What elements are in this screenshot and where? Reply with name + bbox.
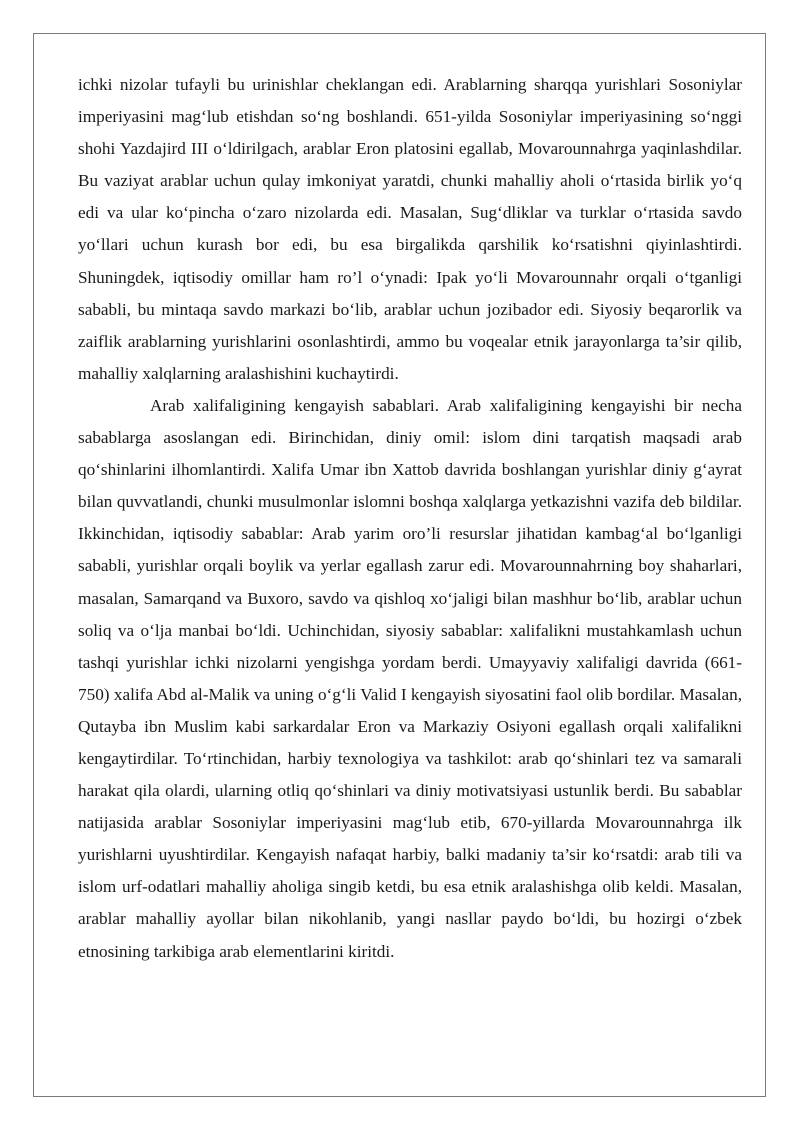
paragraph-caliphate-expansion: Arab xalifaligining kengayish sabablari. Arab xalifaligining kengayishi bir necha sabablarga asoslangan edi. Birinchidan, diniy omil: islom dini tarqatish maqsadi arab qo‘shinlarini ilhomlantirdi. Xalifa Umar ibn Xattob davrida boshlangan yurishlar diniy g‘ayrat bilan quvvatlandi, chunki musulmonlar islomni boshqa xalqlarga yetkazishni vazifa deb bildilar. Ikkinchidan, iqtisodiy sabablar: Arab yarim oro’li resurslar jihatidan kambag‘al bo‘lganligi sababli, yurishlar orqali boylik va yerlar egallash zarur edi. Movarounnahrning boy shaharlari, masalan, Samarqand va Buxoro, savdo va qishloq xo‘jaligi bilan mashhur bo‘lib, arablar uchun soliq va o‘lja manbai bo‘ldi. Uchinchidan, siyosiy sabablar: xalifalikni mustahkamlash uchun tashqi yurishlar ichki nizolarni yengishga yordam berdi. Umayyaviy xalifaligi davrida (661-750) xalifa Abd al-Malik va uning o‘g‘li Valid I kengayish siyosatini faol olib bordilar. Masalan, Qutayba ibn Muslim kabi sarkardalar Eron va Markaziy Osiyoni egallash orqali xalifalikni kengaytirdilar. To‘rtinchidan, harbiy texnologiya va tashkilot: arab qo‘shinlari tez va samarali harakat qila olardi, ularning otliq qo‘shinlari va diniy motivatsiyasi ustunlik berdi. Bu sabablar natijasida arablar Sosoniylar imperiyasini mag‘lub etib, 670-yillarda Movarounnahrga ilk yurishlarni uyushtirdilar. Kengayish nafaqat harbiy, balki madaniy ta’sir ko‘rsatdi: arab tili va islom urf-odatlari mahalliy aholiga singib ketdi, bu esa etnik aralashishga olib keldi. Masalan, arablar mahalliy ayollar bilan nikohlanib, yangi nasllar paydo bo‘ldi, bu hozirgi o‘zbek etnosining tarkibiga arab elementlarini kiritdi.: [78, 395, 742, 961]
paragraph-continuation: ichki nizolar tufayli bu urinishlar cheklangan edi. Arablarning sharqqa yurishlari Sosoniylar imperiyasini mag‘lub etishdan so‘ng boshlandi. 651-yilda Sosoniylar imperiyasining so‘nggi shohi Yazdajird III o‘ldirilgach, arablar Eron platosini egallab, Movarounnahrga yaqinlashdilar. Bu vaziyat arablar uchun qulay imkoniyat yaratdi, chunki mahalliy aholi o‘rtasida birlik yo‘q edi va ular ko‘pincha o‘zaro nizolarda edi. Masalan, Sug‘dliklar va turklar o‘rtasida savdo yo‘llari uchun kurash bor edi, bu esa birgalikda qarshilik ko‘rsatishni qiyinlashtirdi. Shuningdek, iqtisodiy omillar ham ro’l o‘ynadi: Ipak yo‘li Movarounnahr orqali o‘tganligi sababli, bu mintaqa savdo markazi bo‘lib, arablar uchun jozibador edi. Siyosiy beqarorlik va zaiflik arablarning yurishlarini osonlashtirdi, ammo bu voqealar etnik jarayonlarga ta’sir qilib, mahalliy xalqlarning aralashishini kuchaytirdi.: [78, 75, 742, 383]
document-body: [78, 69, 742, 968]
